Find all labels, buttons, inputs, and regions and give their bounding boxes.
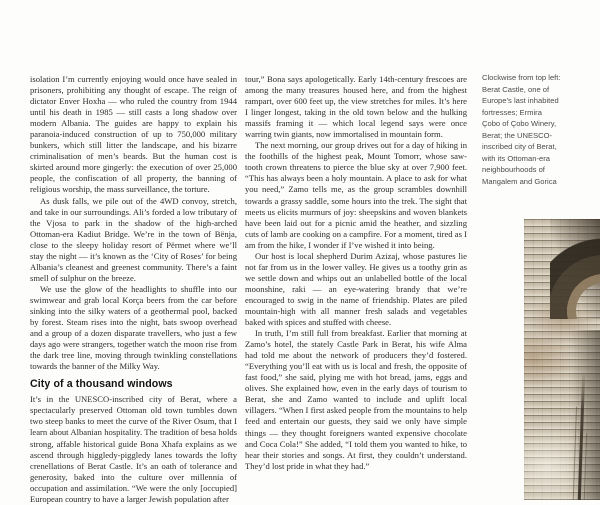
photo-shadow: [558, 330, 600, 500]
article-paragraph: Our host is local shepherd Durim Azizaj, whose pastures lie not far from us in the lower valley. He gives us a toothy grin as we settle down and whips out an unlabelled bottle of the local moonshine, raki — an eye-watering brandy that we’re encouraged to swig in the name of friendship. Plates are piled mountain-high with all manner fresh salads and vegetables baked with spices and stuffed with cheese.: [245, 250, 467, 328]
article-right-column: [245, 74, 467, 472]
article-paragraph: The next morning, our group drives out for a day of hiking in the foothills of the highest peak, Mount Tomorr, whose saw-tooth crown threatens to pierce the blue sky at over 7,900 feet. “This has always been a holy mountain. A place to ask for what you need,” Zamo tells me, as the group scrambles downhill towards a grassy saddle, some hours into the trek. The sight that meets us elicits murmurs of joy: sheepskins and woven blankets have been laid out for a picnic amid the heather, and sizzling cuts of lamb are cooking on a campfire. For a moment, tired as I am from the hike, I wonder if I’ve wished it into being.: [245, 140, 467, 250]
caption-line: neighbourhoods of: [482, 165, 545, 175]
article-paragraph: tour,” Bona says apologetically. Early 14th-century frescoes are among the many treasures housed here, and from the highest rampart, over 600 feet up, the view stretches for miles. It’s here I linger longest, taking in the old town below and the hulking massifs framing it — which local legend says were once warring twin giants, now immortalised in mountain form.: [245, 74, 467, 140]
caption-line: with its Ottoman-era: [482, 153, 550, 163]
stone-arch: [550, 219, 600, 319]
article-left-column: [30, 74, 237, 505]
caption-line: fortresses; Ermira: [482, 107, 542, 117]
article-paragraph: As dusk falls, we pile out of the 4WD convoy, stretch, and take in our surroundings. Ali’s forded a low tributary of the Vjosa to park in the shadow of the high-arched Ottoman-era Kadiut Bridge. We’re in the town of Bënja, close to the sleepy holiday resort of Përmet where we’ll stay the night — it’s known as the ‘City of Roses’ for being Albania’s cleanest and greenest community. There’s a faint smell of sulphur on the breeze.: [30, 195, 237, 283]
caption-line: Mangalem and Gorica: [482, 176, 557, 186]
caption-line: inscribed city of Berat,: [482, 142, 557, 152]
section-heading: City of a thousand windows: [30, 378, 173, 391]
photo-caption: [482, 72, 594, 187]
caption-line: Europe’s last inhabited: [482, 96, 559, 106]
article-paragraph: We use the glow of the headlights to shuffle into our swimwear and grab local Korça beers from the car before sinking into the silky waters of a geothermal pool, backed by forest. Steam rises into the night, bats swoop overhead and a group of a dozen disparate travellers, who just a few days ago were strangers, together watch the moon rise from the dark tree line, moving through twinkling constellations towards the banner of the Milky Way.: [30, 283, 237, 372]
article-paragraph: It’s in the UNESCO-inscribed city of Berat, where a spectacularly preserved Ottoman old town tumbles down two steep banks to meet the curve of the River Osum, that I learn about Albanian hospitality. The tradition of besa holds strong, affable historical guide Bona Xhafa explains as we ascend through higgledy-piggledy lanes towards the lofty crenellations of Berat Castle. It’s an oath of tolerance and generosity, baked into the culture over millennia of occupation and assimilation. “We were the only [occupied] European country to have a larger Jewish population after: [30, 394, 237, 504]
article-paragraph: isolation I’m currently enjoying would once have sealed in prisoners, prohibiting any thought of escape. The reign of dictator Enver Hoxha — who ruled the country from 1944 until his death in 1985 — still casts a long shadow over modern Albania. The guides are happy to explain his paranoia-induced construction of up to 750,000 military bunkers, which still litter the landscape, and his bizarre criminalisation of men’s beards. But the human cost is skirted around more gingerly: the execution of over 25,000 people, the confiscation of all property, the banning of religious worship, the mass surveillance, the torture.: [30, 74, 237, 195]
article-paragraph: In truth, I’m still full from breakfast. Earlier that morning at Zamo’s hotel, the stately Castle Park in Berat, his wife Alma had told me about the network of producers they’d fostered. “Everything you’ll eat with us is local and fresh, the opposite of fast food,” she said, plying me with hot bread, jams, eggs and olives. She explained how, even in the early days of tourism to Berat, she and Zamo wanted to include and uplift local villagers. “When I first asked people from the mountains to help feed and entertain our guests, they said we only have simple things — they thought foreigners wanted expensive chocolate and Coca Cola!” She added, “I told them you wanted to hike, to hear their stories and songs. At first, they couldn’t understand. They’d lost pride in what they had.”: [245, 328, 467, 471]
berat-castle-wall-photo: [524, 219, 600, 500]
caption-line: Clockwise from top left:: [482, 73, 561, 82]
caption-line: Berat; the UNESCO-: [482, 130, 553, 140]
caption-line: Berat Castle, one of: [482, 84, 550, 94]
caption-line: Çobo of Çobo Winery,: [482, 119, 557, 129]
